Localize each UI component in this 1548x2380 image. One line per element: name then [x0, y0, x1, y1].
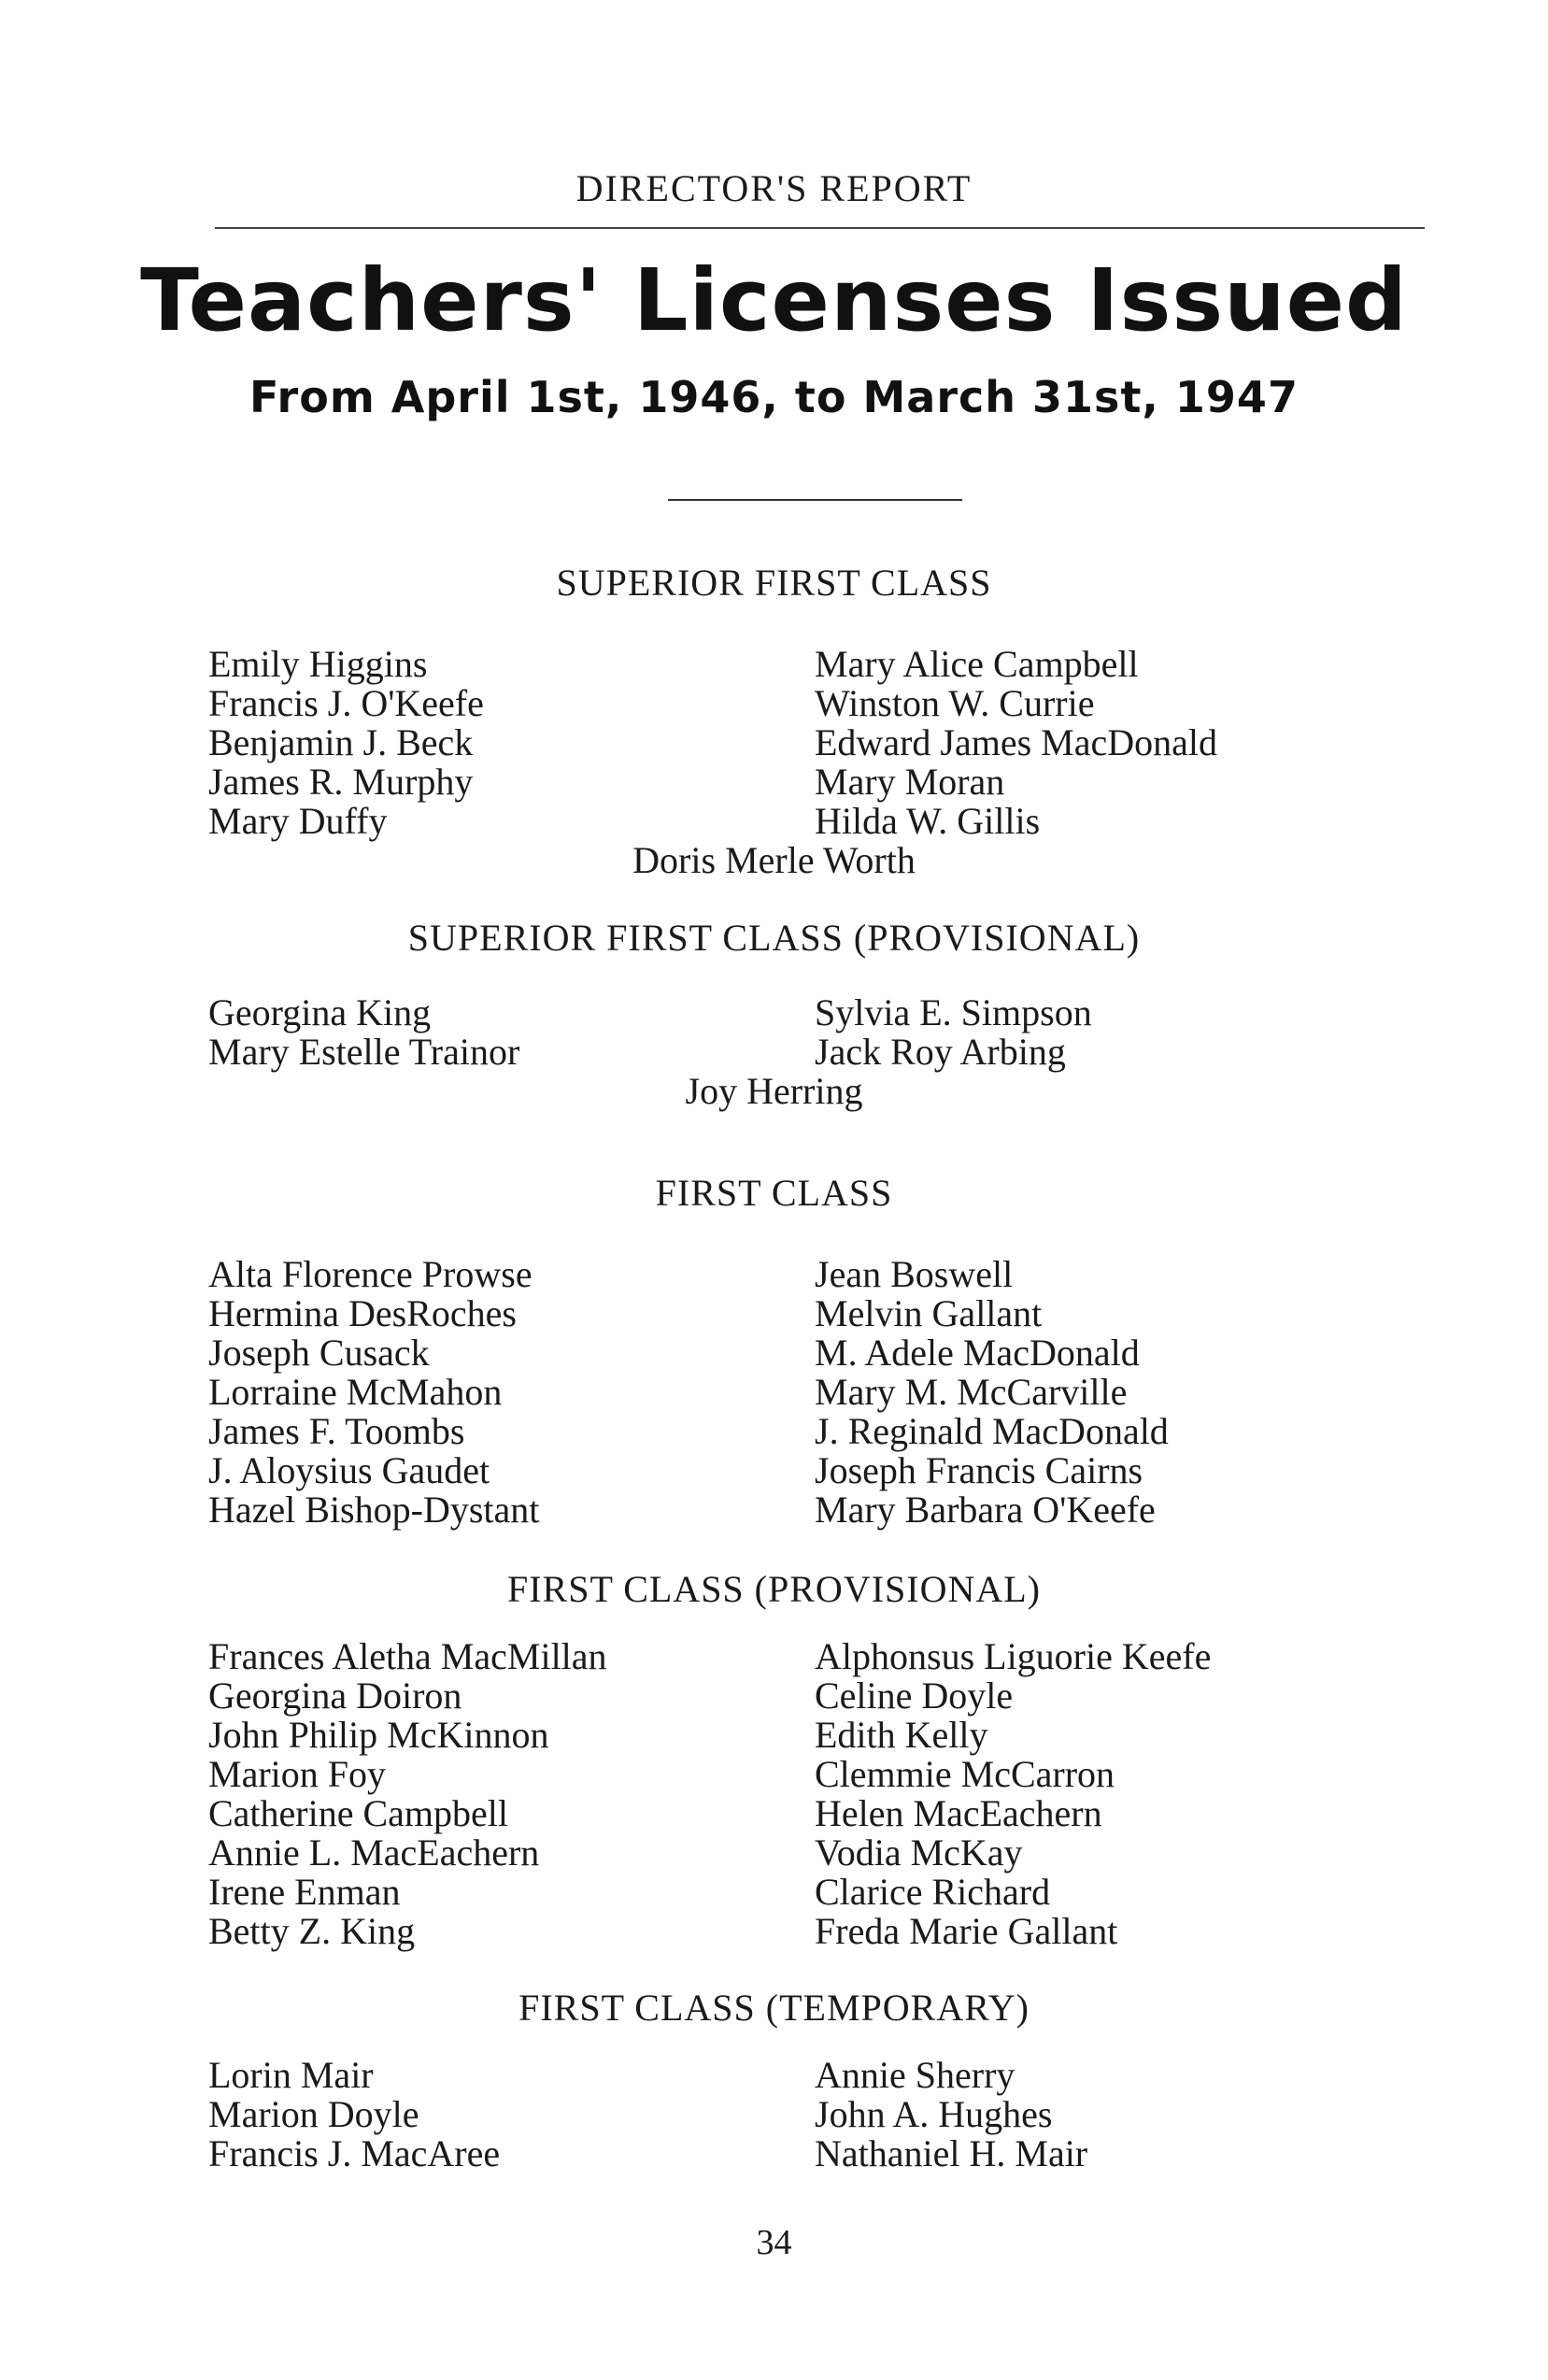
name-list-right: [815, 1637, 1211, 1951]
page-number: 34: [756, 2223, 792, 2262]
name-entry: Mary Barbara O'Keefe: [815, 1489, 1156, 1531]
section-heading-superior-first-class: SUPERIOR FIRST CLASS: [556, 562, 992, 604]
name-entry: Winston W. Currie: [815, 682, 1095, 724]
name-entry: Sylvia E. Simpson: [815, 991, 1092, 1033]
name-entry: Betty Z. King: [208, 1910, 416, 1952]
name-entry: Frances Aletha MacMillan: [208, 1635, 607, 1677]
section-heading-first-class: FIRST CLASS: [655, 1172, 893, 1214]
name-entry: Mary Estelle Trainor: [208, 1031, 520, 1073]
name-entry: Mary Alice Campbell: [815, 643, 1139, 685]
name-entry: J. Reginald MacDonald: [815, 1410, 1169, 1452]
section-heading-superior-first-class-provisional: SUPERIOR FIRST CLASS (PROVISIONAL): [407, 917, 1141, 959]
name-list-right: [815, 645, 1217, 841]
name-entry: Alta Florence Prowse: [208, 1253, 533, 1295]
name-entry: Hazel Bishop-Dystant: [208, 1489, 540, 1531]
running-header: DIRECTOR'S REPORT: [575, 167, 973, 209]
name-entry: Clarice Richard: [815, 1871, 1051, 1913]
name-entry: Joseph Francis Cairns: [815, 1449, 1143, 1491]
name-entry: Marion Doyle: [208, 2093, 419, 2135]
name-entry: Catherine Campbell: [208, 1792, 509, 1834]
name-list-left: [208, 993, 519, 1072]
name-list-left: [208, 1637, 607, 1951]
name-entry: Jean Boswell: [815, 1253, 1014, 1295]
name-list-left: [208, 645, 484, 841]
name-entry: Lorraine McMahon: [208, 1371, 503, 1413]
name-entry: Marion Foy: [208, 1753, 386, 1795]
name-entry: Helen MacEachern: [815, 1792, 1102, 1834]
name-entry: Melvin Gallant: [815, 1292, 1043, 1334]
name-entry: Francis J. O'Keefe: [208, 682, 484, 724]
name-entry: Joseph Cusack: [208, 1332, 430, 1374]
name-entry: Jack Roy Arbing: [815, 1031, 1066, 1073]
name-entry: Alphonsus Liguorie Keefe: [815, 1635, 1212, 1677]
name-entry: Nathaniel H. Mair: [815, 2132, 1088, 2174]
name-entry: Celine Doyle: [815, 1675, 1014, 1717]
name-entry-centered: Doris Merle Worth: [632, 839, 916, 881]
name-entry: Clemmie McCarron: [815, 1753, 1115, 1795]
name-list-right: [815, 2056, 1087, 2173]
page-subtitle: From April 1st, 1946, to March 31st, 1947: [249, 372, 1299, 422]
name-entry: Georgina Doiron: [208, 1675, 462, 1717]
name-list-right: [815, 1255, 1169, 1530]
name-list-left: [208, 1255, 539, 1530]
name-entry: James R. Murphy: [208, 761, 474, 803]
section-heading-first-class-temporary: FIRST CLASS (TEMPORARY): [518, 1987, 1030, 2029]
name-entry: Annie Sherry: [815, 2054, 1015, 2096]
name-list-right: [815, 993, 1092, 1072]
name-entry: Georgina King: [208, 991, 432, 1033]
name-entry: Hermina DesRoches: [208, 1292, 517, 1334]
name-entry: Mary Duffy: [208, 800, 388, 842]
name-entry: John Philip McKinnon: [208, 1714, 549, 1756]
name-entry: Irene Enman: [208, 1871, 401, 1913]
name-entry: Lorin Mair: [208, 2054, 374, 2096]
name-entry: Mary Moran: [815, 761, 1005, 803]
name-entry: Mary M. McCarville: [815, 1371, 1128, 1413]
name-entry: Freda Marie Gallant: [815, 1910, 1118, 1952]
name-list-left: [208, 2056, 500, 2173]
name-entry: James F. Toombs: [208, 1410, 465, 1452]
title-divider: [668, 499, 962, 501]
section-heading-first-class-provisional: FIRST CLASS (PROVISIONAL): [506, 1568, 1041, 1610]
name-entry: M. Adele MacDonald: [815, 1332, 1140, 1374]
name-entry: John A. Hughes: [815, 2093, 1053, 2135]
name-entry-centered: Joy Herring: [685, 1070, 863, 1112]
name-entry: Benjamin J. Beck: [208, 721, 474, 763]
name-entry: Edward James MacDonald: [815, 721, 1217, 763]
name-entry: Hilda W. Gillis: [815, 800, 1041, 842]
name-entry: Francis J. MacAree: [208, 2132, 501, 2174]
name-entry: Vodia McKay: [815, 1831, 1023, 1874]
name-entry: Emily Higgins: [208, 643, 428, 685]
header-rule: [215, 227, 1425, 229]
name-entry: J. Aloysius Gaudet: [208, 1449, 490, 1491]
name-entry: Annie L. MacEachern: [208, 1831, 540, 1874]
name-entry: Edith Kelly: [815, 1714, 988, 1756]
page-title: Teachers' Licenses Issued: [140, 250, 1408, 350]
